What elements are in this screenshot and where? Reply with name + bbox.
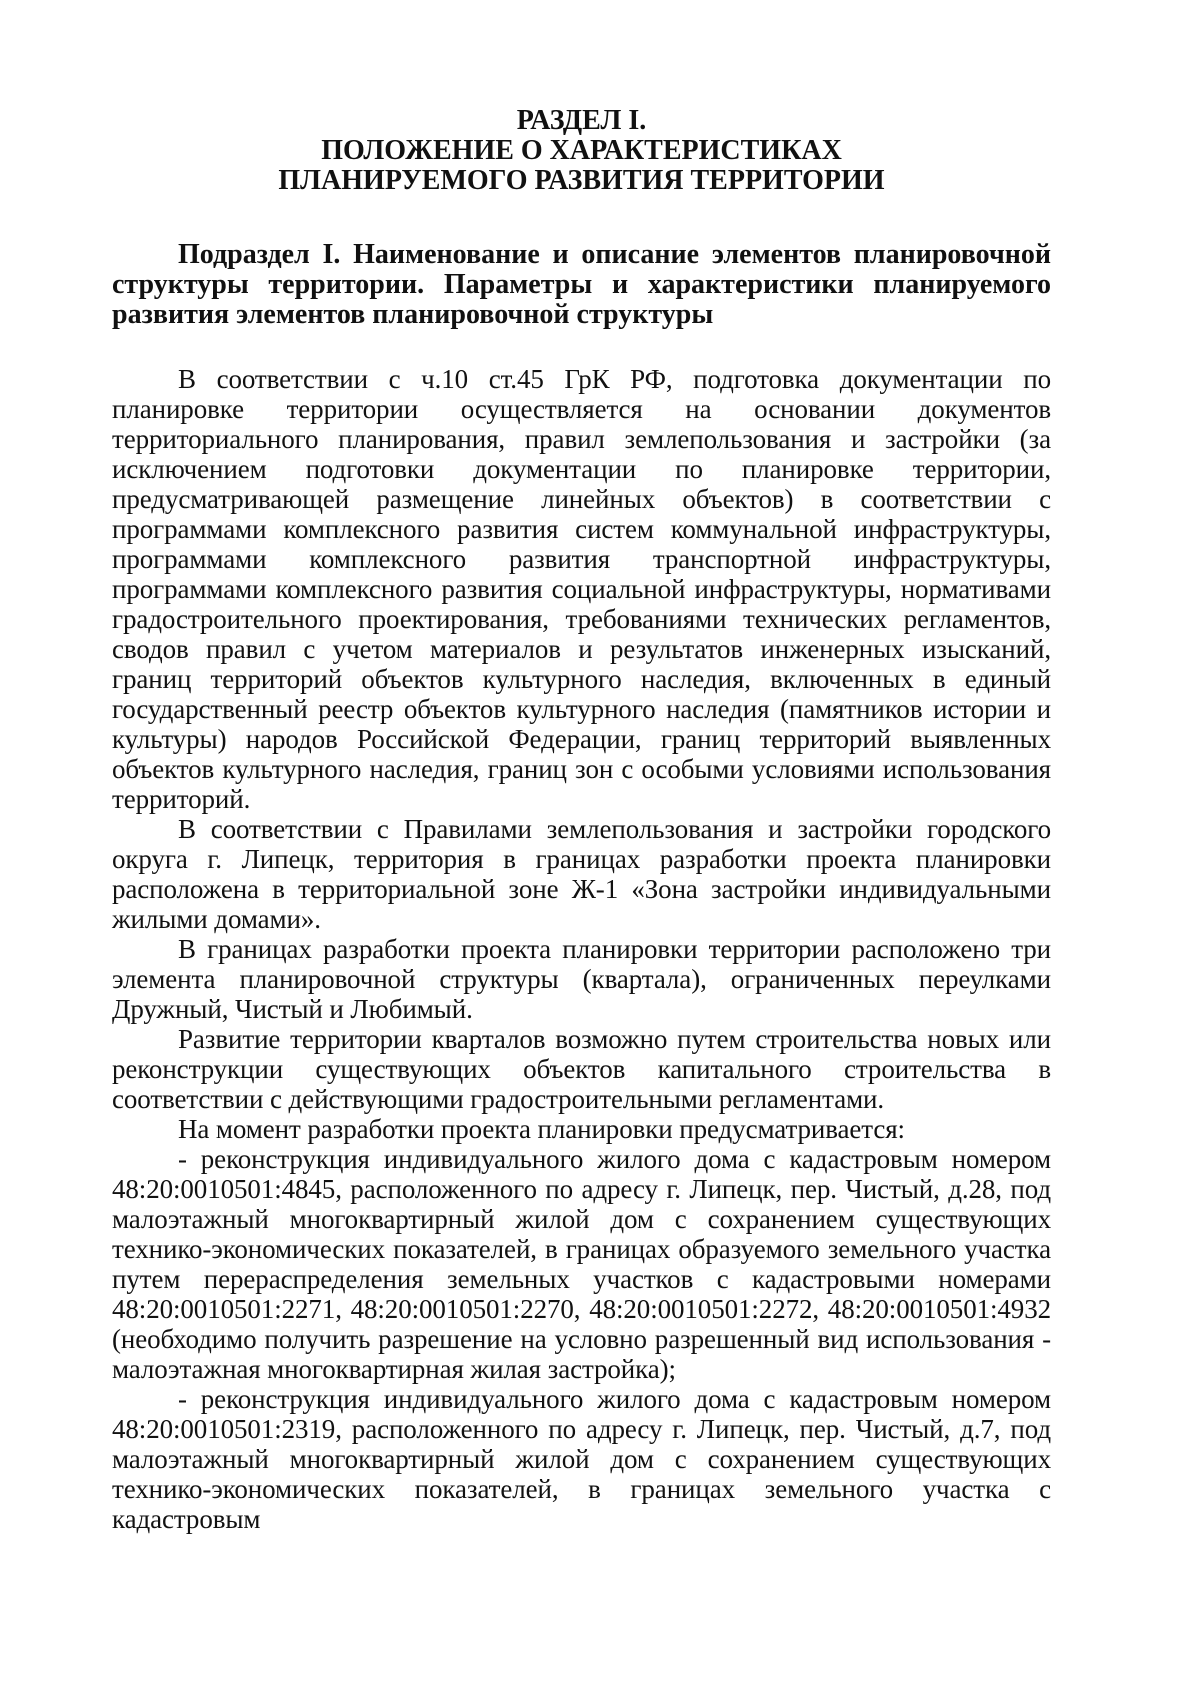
document-body bbox=[112, 364, 1051, 1534]
paragraph-4: Развитие территории кварталов возможно путем строительства новых или реконструкции существующих объектов капитального строительства в соответствии с действующими градостроительными регламентами. bbox=[112, 1024, 1051, 1114]
list-item-1: - реконструкция индивидуального жилого дома с кадастровым номером 48:20:0010501:4845, расположенного по адресу г. Липецк, пер. Чистый, д.28, под малоэтажный многоквартирный жилой дом с сохранением существующих технико-экономических показателей, в границах образуемого земельного участка путем перераспределения земельных участков с кадастровыми номерами 48:20:0010501:2271, 48:20:0010501:2270, 48:20:0010501:2272, 48:20:0010501:4932 (необходимо получить разрешение на условно разрешенный вид использования - малоэтажная многоквартирная жилая застройка); bbox=[112, 1144, 1051, 1384]
section-title-line-1: РАЗДЕЛ I. bbox=[516, 105, 647, 136]
document-page bbox=[112, 106, 1051, 1534]
section-title-line-3: ПЛАНИРУЕМОГО РАЗВИТИЯ ТЕРРИТОРИИ bbox=[278, 165, 885, 196]
paragraph-3: В границах разработки проекта планировки территории расположено три элемента планировочной структуры (квартала), ограниченных переулками Дружный, Чистый и Любимый. bbox=[112, 934, 1051, 1024]
paragraph-2: В соответствии с Правилами землепользования и застройки городского округа г. Липецк, территория в границах разработки проекта планировки расположена в территориальной зоне Ж-1 «Зона застройки индивидуальными жилыми домами». bbox=[112, 814, 1051, 934]
paragraph-5: На момент разработки проекта планировки предусматривается: bbox=[178, 1114, 905, 1144]
paragraph-1: В соответствии с ч.10 ст.45 ГрК РФ, подготовка документации по планировке территории осуществляется на основании документов территориального планирования, правил землепользования и застройки (за исключением подготовки документации по планировке территории, предусматривающей размещение линейных объектов) в соответствии с программами комплексного развития систем коммунальной инфраструктуры, программами комплексного развития транспортной инфраструктуры, программами комплексного развития социальной инфраструктуры, нормативами градостроительного проектирования, требованиями технических регламентов, сводов правил с учетом материалов и результатов инженерных изысканий, границ территорий объектов культурного наследия, включенных в единый государственный реестр объектов культурного наследия (памятников истории и культуры) народов Российской Федерации, границ территорий выявленных объектов культурного наследия, границ зон с особыми условиями использования территорий. bbox=[112, 364, 1051, 814]
list-item-2: - реконструкция индивидуального жилого дома с кадастровым номером 48:20:0010501:2319, расположенного по адресу г. Липецк, пер. Чистый, д.7, под малоэтажный многоквартирный жилой дом с сохранением существующих технико-экономических показателей, в границах земельного участка с кадастровым bbox=[112, 1384, 1051, 1534]
section-title-line-2: ПОЛОЖЕНИЕ О ХАРАКТЕРИСТИКАХ bbox=[321, 135, 842, 166]
subsection-title: Подраздел I. Наименование и описание элементов планировочной структуры территории. Параметры и характеристики планируемого развития элементов планировочной структуры bbox=[112, 239, 1051, 330]
